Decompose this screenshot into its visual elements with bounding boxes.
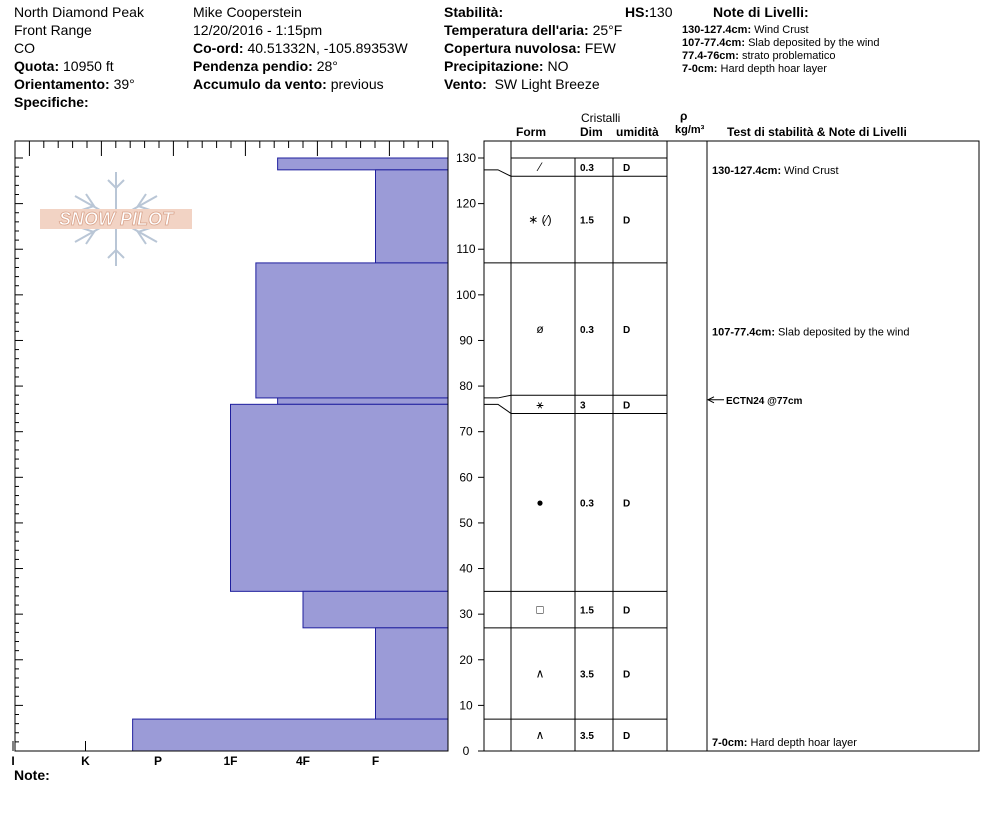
wind-label: Vento: [444,76,487,92]
height-tick-label: 80 [459,379,473,394]
hardness-bars [133,158,448,751]
grain-form: ⚹ [536,397,544,412]
layer-note-range: 130-127.4cm: [682,24,752,36]
hardness-tick-label: P [153,754,163,768]
hardness-layer-bar [278,158,448,170]
moisture: D [623,325,631,337]
hardness-layer-bar [376,170,449,263]
precip-value: NO [547,58,569,74]
stability-label: Stabilità: [444,4,504,20]
height-tick-label: 10 [459,698,473,713]
air-temp-value: 25°F [592,22,623,38]
layer-comment [712,737,857,749]
layer-comment-range: 130-127.4cm: [712,164,785,177]
grain-form: ∧ [535,666,545,681]
grain-form: ⁄ [538,160,542,175]
layer-note-range: 77.4-76cm: [682,50,739,62]
height-tick-label: 120 [455,196,477,211]
height-tick-label: 90 [459,333,473,348]
grain-size: 0.3 [580,163,594,175]
slope-value: 28° [316,58,338,74]
layer-comments [712,165,910,749]
moisture: D [623,731,631,743]
note-label: Note: [14,767,50,783]
grain-form: ø [536,322,544,337]
grain-form: □ [536,602,544,617]
location-name: North Diamond Peak [14,4,144,20]
layer-connector [484,170,511,176]
col-crystals: Cristalli [581,111,621,125]
height-tick-label: 100 [455,287,477,302]
layer-note-range: 7-0cm: [682,63,718,75]
hardness-layer-bar [256,263,448,398]
moisture: D [623,163,631,175]
hardness-tick-label: 4F [295,754,311,768]
col-form: Form [516,125,546,139]
col-tests-notes: Test di stabilità & Note di Livelli [727,125,907,139]
hardness-layer-bar [278,398,448,404]
aspect-label: Orientamento: [14,76,110,92]
hardness-tick-label: K [81,754,90,768]
hardness-axis-labels [11,754,379,768]
grain-size: 3.5 [580,669,594,681]
hardness-layer-bar [133,719,448,751]
moisture: D [623,215,631,227]
height-tick-label: 60 [459,470,473,485]
wind-loading-value: previous [330,76,384,92]
moisture: D [623,669,631,681]
hardness-tick-label: 1F [223,754,238,768]
grain-size: 0.3 [580,325,594,337]
layer-note-text: strato problematico [741,50,836,62]
grain-size: 1.5 [580,215,594,227]
col-size: Dim [580,125,603,139]
height-tick-label: 130 [455,151,477,165]
elevation-label: Quota: [14,58,60,74]
air-temp-label: Temperatura dell'aria: [444,22,589,38]
layer-note-range: 107-77.4cm: [682,37,745,49]
slope-label: Pendenza pendio: [193,58,313,74]
observation-datetime: 12/20/2016 - 1:15pm [193,22,323,38]
layer-comment [712,165,839,177]
hs-value: 130 [649,4,673,20]
height-tick-label: 70 [459,424,473,439]
elevation-value: 10950 ft [63,58,114,74]
grain-size: 3 [580,400,586,412]
height-tick-label: 0 [462,744,470,758]
layer-connector [484,395,511,398]
layer-notes-title: Note di Livelli: [713,4,809,20]
hardness-tick-label: F [371,754,380,768]
layer-comment-range: 7-0cm: [712,736,751,749]
moisture: D [623,498,631,510]
layer-comment-range: 107-77.4cm: [712,326,779,339]
layer-comment [712,326,910,338]
state-name: CO [14,40,35,56]
layer-note-text: Hard depth hoar layer [720,63,827,75]
hardness-layer-bar [231,404,449,591]
hardness-tick-label: I [11,754,15,768]
aspect-value: 39° [113,76,135,92]
grain-form: ● [536,495,544,510]
hardness-layer-bar [303,591,448,627]
cloud-label: Copertura nuvolosa: [444,40,581,56]
grain-size: 0.3 [580,498,594,510]
grain-form: ∧ [535,728,545,743]
wind-value: SW Light Breeze [494,76,600,92]
grain-size: 3.5 [580,731,594,743]
observer-name: Mike Cooperstein [193,4,302,20]
stability-tests [708,396,803,407]
height-tick-label: 20 [459,652,473,667]
moisture: D [623,400,631,412]
col-moisture: umidità [616,125,659,139]
snowpilot-logo [40,172,192,266]
height-axis [456,151,484,758]
height-tick-label: 40 [459,561,473,576]
layer-note-text: Wind Crust [754,24,809,36]
layer-comment-text: Slab deposited by the wind [778,326,910,339]
height-tick-label: 110 [456,242,476,257]
layer-note-text: Slab deposited by the wind [748,37,880,49]
height-tick-label: 30 [459,607,473,622]
layer-comment-text: Wind Crust [784,164,839,177]
coord-label: Co-ord: [193,40,244,56]
height-tick-label: 50 [459,515,473,530]
hs-label: HS: [625,4,650,20]
moisture: D [623,605,631,617]
specifics-label: Specifiche: [14,94,89,110]
grain-form: ∗ (⁄) [528,212,552,227]
range-name: Front Range [14,22,92,38]
cloud-value: FEW [584,40,616,56]
grain-size: 1.5 [580,605,594,617]
layer-connector [484,404,511,413]
hardness-layer-bar [376,628,449,719]
layer-comment-text: Hard depth hoar layer [750,736,857,749]
col-density-symbol: ρ [680,109,688,123]
wind-loading-label: Accumulo da vento: [193,76,327,92]
col-density-unit: kg/m³ [675,124,705,136]
strat-table-frame [484,141,979,751]
precip-label: Precipitazione: [444,58,544,74]
test-label: ECTN24 @77cm [726,395,803,407]
coord-value: 40.51332N, -105.89353W [247,40,408,56]
logo-text: SNOW PILOT [59,209,173,229]
